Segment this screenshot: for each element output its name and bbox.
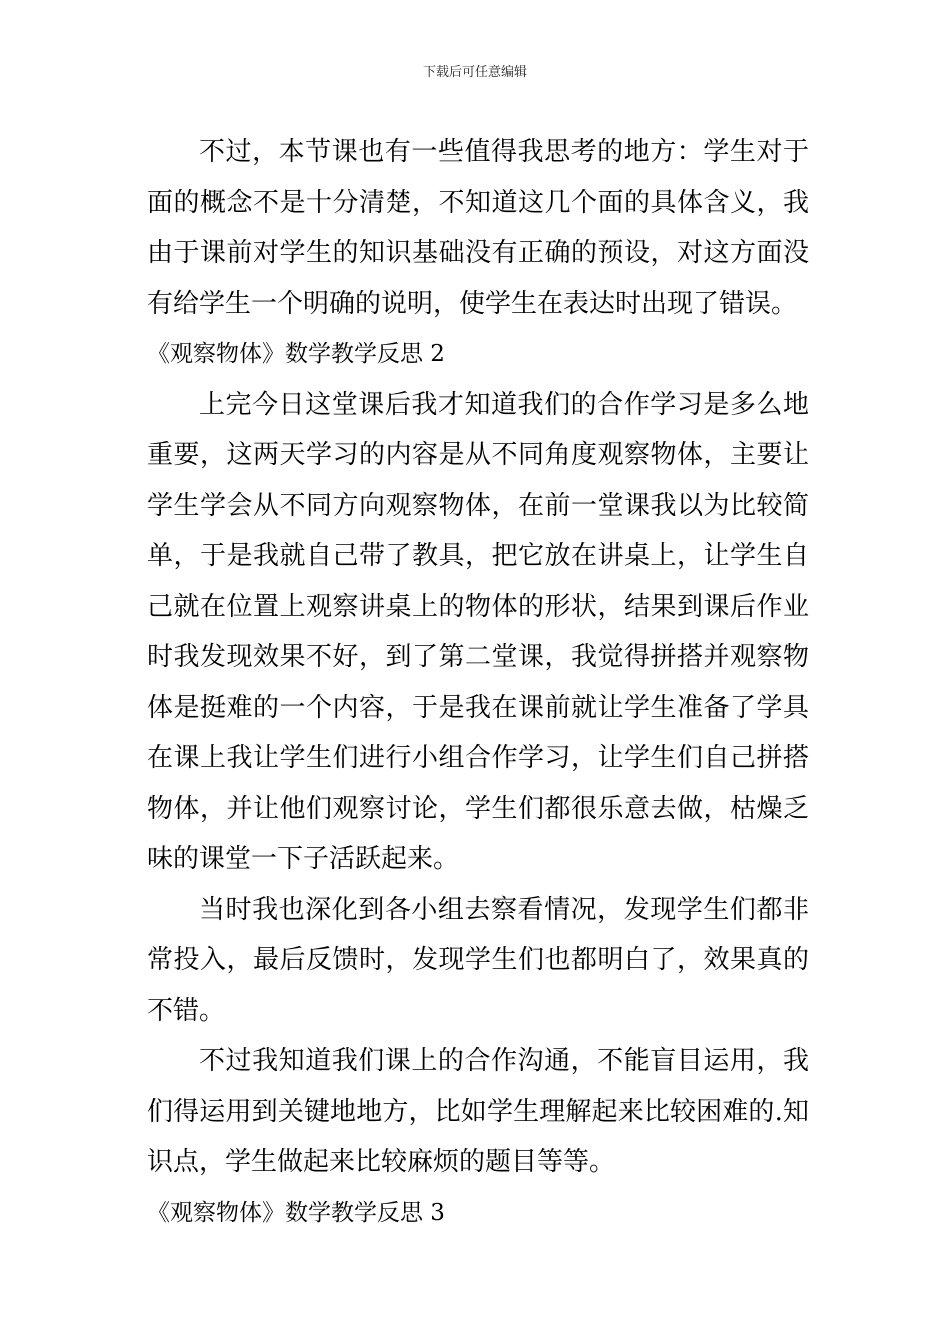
paragraph-2: 上完今日这堂课后我才知道我们的合作学习是多么地重要，这两天学习的内容是从不同角度观察物体，主要让学生学会从不同方向观察物体，在前一堂课我以为比较简单，于是我就自己带了教具，把它放在讲桌上，让学生自己就在位置上观察讲桌上的物体的形状，结果到课后作业时我发现效果不好，到了第二堂课，我觉得拼搭并观察物体是挺难的一个内容，于是我在课前就让学生准备了学具在课上我让学生们进行小组合作学习，让学生们自己拼搭物体，并让他们观察讨论，学生们都很乐意去做，枯燥乏味的课堂一下子活跃起来。 (147, 389, 809, 874)
paragraph-3: 当时我也深化到各小组去察看情况，发现学生们都非常投入，最后反馈时，发现学生们也都明白了，效果真的不错。 (147, 894, 809, 1026)
paragraph-4: 不过我知道我们课上的合作沟通，不能盲目运用，我们得运用到关键地地方，比如学生理解起来比较困难的.知识点，学生做起来比较麻烦的题目等等。 (147, 1046, 809, 1177)
paragraph-1: 不过，本节课也有一些值得我思考的地方：学生对于面的概念不是十分清楚，不知道这几个面的具体含义，我由于课前对学生的知识基础没有正确的预设，对这方面没有给学生一个明确的说明，使学生在表达时出现了错误。 (147, 137, 809, 319)
document-body (147, 127, 809, 1238)
section-title-2: 《观察物体》数学教学反思 2 (147, 341, 445, 367)
section-title-3: 《观察物体》数学教学反思 3 (147, 1199, 445, 1226)
page-header: 下载后可任意编辑 (422, 65, 527, 80)
